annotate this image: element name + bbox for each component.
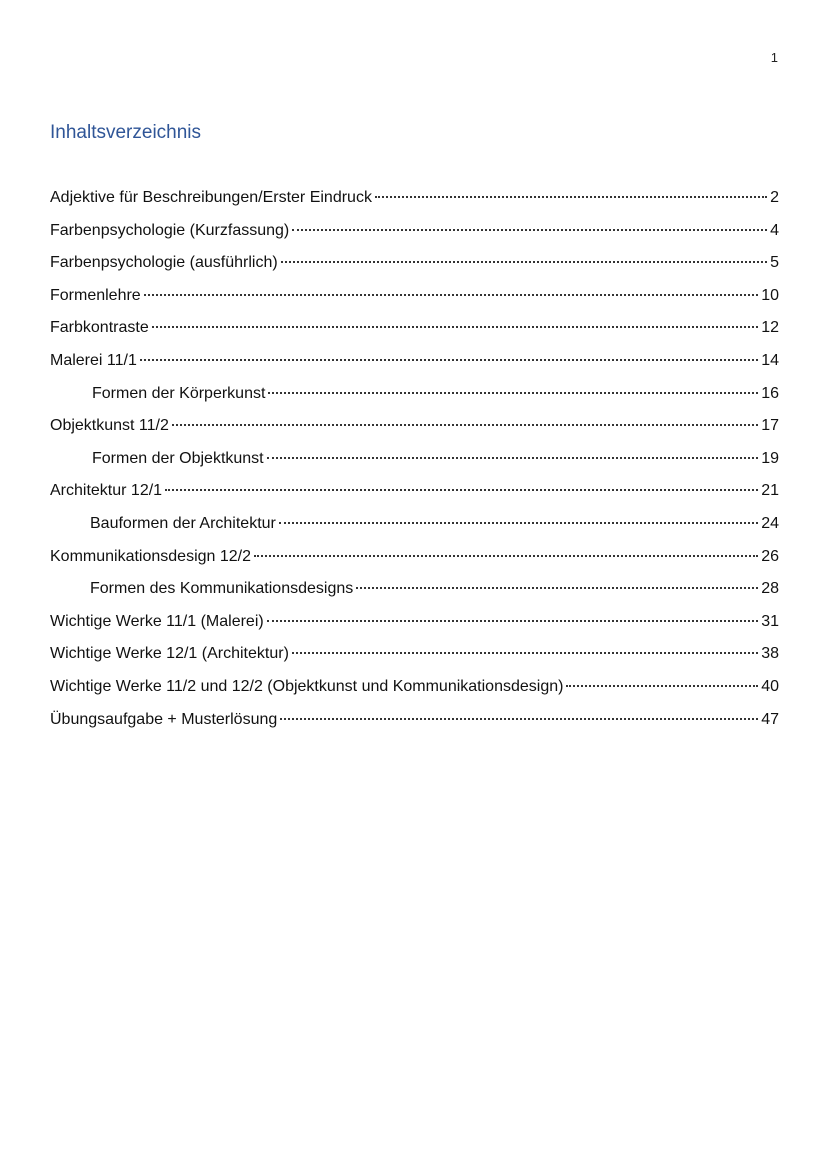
- toc-dot-leader: [165, 471, 758, 491]
- toc-dot-leader: [566, 667, 758, 687]
- toc-entry-title: Farbkontraste: [50, 319, 149, 337]
- toc-dot-leader: [172, 406, 758, 426]
- toc-entry-title: Malerei 11/1: [50, 351, 137, 369]
- toc-entry-page: 2: [770, 189, 779, 206]
- toc-entry-page: 5: [770, 254, 779, 272]
- toc-entry[interactable]: [50, 704, 779, 737]
- toc-dot-leader: [267, 439, 759, 459]
- toc-entry-page: 26: [761, 547, 779, 565]
- toc-dot-leader: [356, 569, 758, 589]
- toc-entry-page: 47: [761, 710, 779, 728]
- table-of-contents: [50, 182, 779, 736]
- toc-dot-leader: [279, 504, 758, 524]
- toc-entry-page: 17: [761, 417, 779, 435]
- toc-entry-title: Farbenpsychologie (ausführlich): [50, 254, 278, 272]
- toc-dot-leader: [292, 211, 767, 231]
- toc-dot-leader: [254, 537, 758, 557]
- toc-dot-leader: [375, 178, 767, 198]
- toc-dot-leader: [140, 341, 758, 361]
- toc-entry-title: Wichtige Werke 11/2 und 12/2 (Objektkunst und Kommunikationsdesign): [50, 677, 564, 695]
- toc-dot-leader: [292, 634, 758, 654]
- toc-dot-leader: [152, 308, 758, 328]
- toc-entry-title: Adjektive für Beschreibungen/Erster Eindruck: [50, 189, 372, 206]
- toc-entry-page: 28: [761, 580, 779, 598]
- toc-dot-leader: [268, 374, 758, 394]
- toc-entry-page: 10: [761, 286, 779, 304]
- toc-entry-title: Übungsaufgabe + Musterlösung: [50, 710, 278, 728]
- toc-entry-page: 24: [761, 514, 779, 532]
- toc-entry-title: Objektkunst 11/2: [50, 417, 169, 435]
- toc-entry-title: Wichtige Werke 12/1 (Architektur): [50, 645, 289, 663]
- toc-entry-title: Formenlehre: [50, 286, 141, 304]
- toc-dot-leader: [280, 700, 758, 720]
- toc-entry-page: 31: [761, 612, 779, 630]
- toc-dot-leader: [267, 602, 759, 622]
- toc-entry-title: Farbenpsychologie (Kurzfassung): [50, 221, 290, 239]
- toc-entry-page: 19: [761, 449, 779, 467]
- toc-dot-leader: [144, 276, 759, 296]
- toc-dot-leader: [281, 243, 767, 263]
- toc-entry-page: 21: [761, 482, 779, 500]
- toc-entry-title: Kommunikationsdesign 12/2: [50, 547, 252, 565]
- toc-entry-title: Formen der Objektkunst: [92, 449, 264, 467]
- page-number: 1: [770, 50, 778, 65]
- toc-entry-page: 16: [761, 384, 779, 402]
- toc-entry-page: 14: [761, 351, 779, 369]
- toc-entry-title: Formen der Körperkunst: [92, 384, 266, 402]
- toc-entry-page: 38: [761, 645, 779, 663]
- toc-heading: Inhaltsverzeichnis: [50, 122, 202, 143]
- toc-entry-title: Architektur 12/1: [50, 482, 163, 500]
- toc-entry-page: 40: [761, 677, 779, 695]
- toc-entry-title: Wichtige Werke 11/1 (Malerei): [50, 612, 264, 630]
- toc-entry-title: Formen des Kommunikationsdesigns: [90, 580, 354, 598]
- toc-entry-page: 4: [770, 221, 779, 239]
- toc-entry-page: 12: [761, 319, 779, 337]
- toc-entry-title: Bauformen der Architektur: [90, 514, 276, 532]
